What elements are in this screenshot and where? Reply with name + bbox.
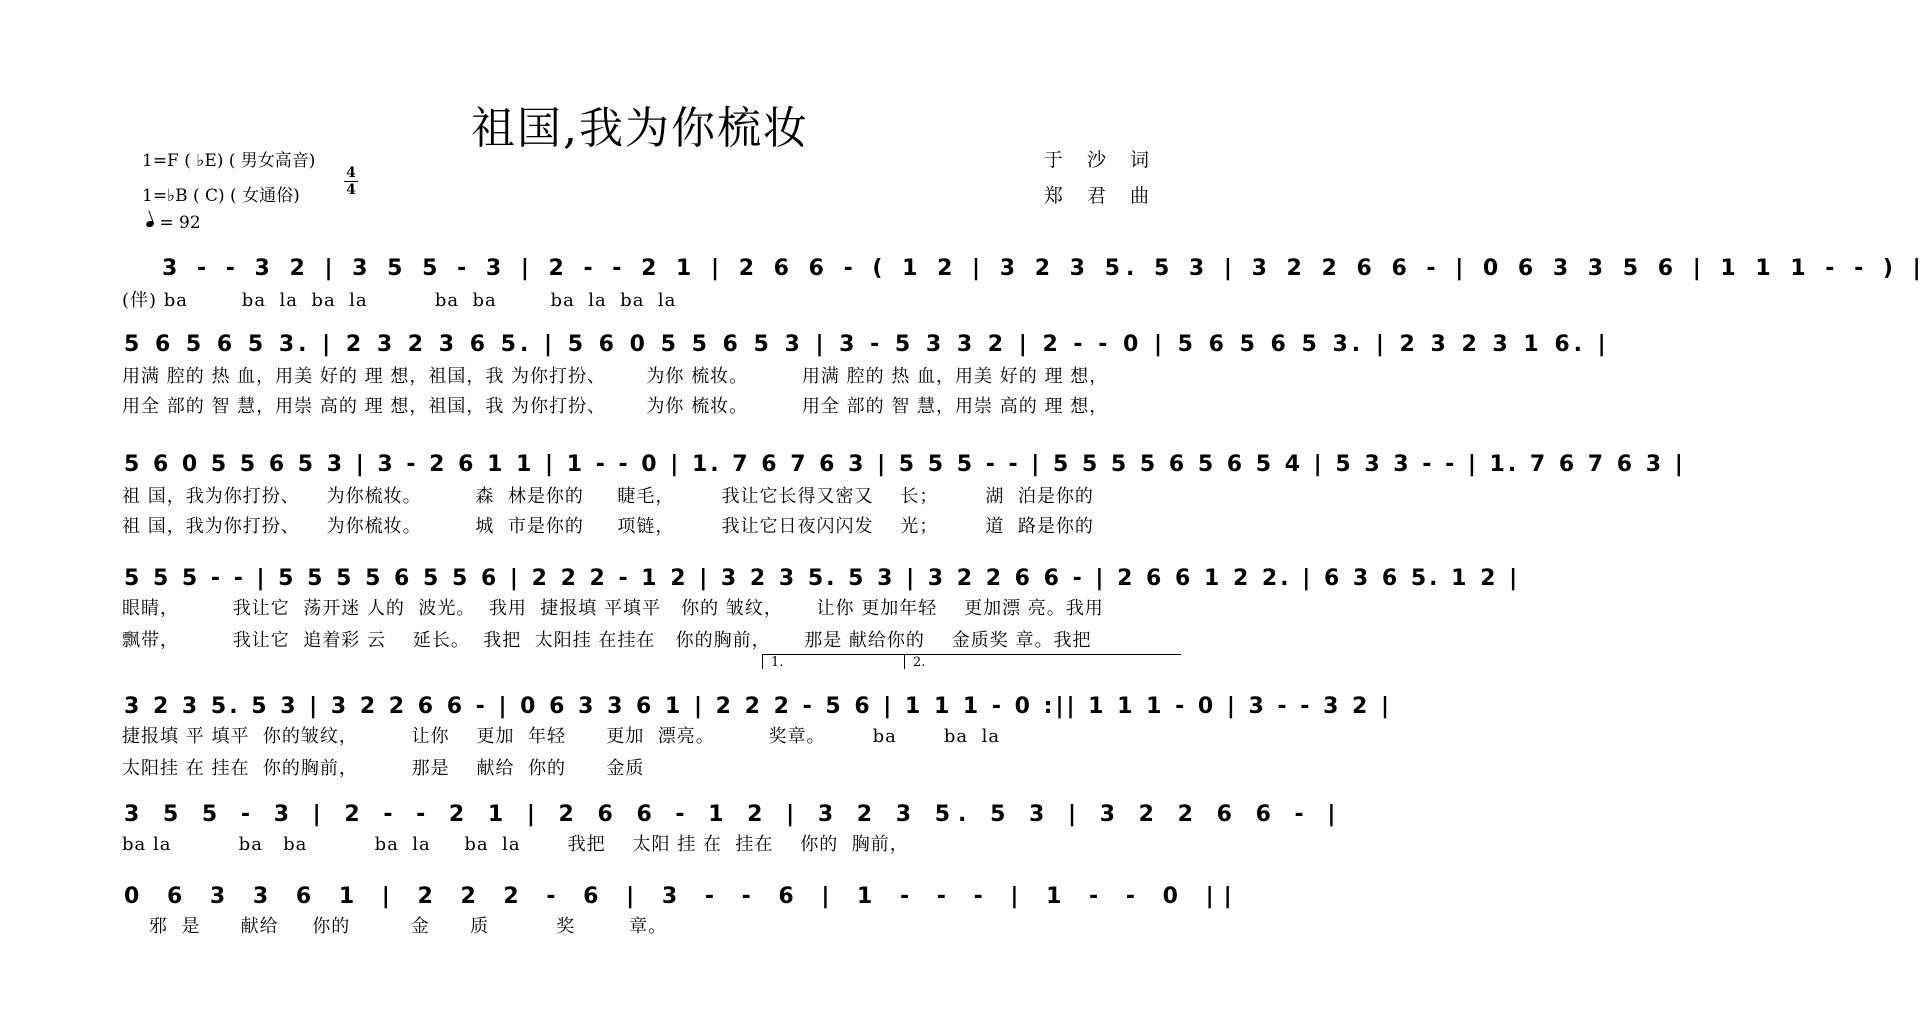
notation-row	[122, 310, 1610, 370]
lyrics-row: 邪 是 献给 你的 金 质 奖 章。	[122, 916, 668, 937]
lyricist-credit: 于 沙 词	[1043, 149, 1158, 171]
score-line-7	[122, 862, 1242, 980]
time-signature	[344, 166, 358, 197]
lyrics-row-2: 祖 国，我为你打扮、 为你梳妆。 城 市是你的 项链， 我让它日夜闪闪发 光； 道 路是你的	[122, 516, 1094, 537]
lyrics-row-2: 用全 部的 智 慧，用崇 高的 理 想，祖国，我 为你打扮、 为你 梳妆。 用全 部的 智 慧，用崇 高的 理 想，	[122, 396, 1109, 417]
volta-bracket-1	[762, 654, 909, 669]
score-line-5	[122, 655, 1393, 790]
notes: 5 6 0 5 5 6 5 3 | 3 - 2 6 1 1 | 1 - - 0 | 1. 7 6 7 6 3 | 5 5 5 - - | 5 5 5 5 6 5 6 5 4 | 5 3 3 - - | 1. 7 6 7 6 3 |	[124, 452, 1686, 477]
lyrics-row-2: 太阳挂 在 挂在 你的胸前， 那是 献给 你的 金质	[122, 758, 645, 779]
notation-row	[122, 430, 1686, 490]
lyrics-row: ba la ba ba ba la ba la 我把 太阳 挂 在 挂在 你的 胸前，	[122, 834, 909, 855]
notes: 3 2 3 5. 5 3 | 3 2 2 6 6 - | 0 6 3 3 6 1 | 2 2 2 - 5 6 | 1 1 1 - 0 :|| 1 1 1 - 0 | 3 - - 3 2 |	[124, 694, 1393, 719]
key-signature-line-1: 1=F ( ♭E) ( 男女高音)	[142, 151, 316, 171]
key-signature-line-2: 1=♭B ( C) ( 女通俗)	[142, 186, 300, 206]
notes: 3 5 5 - 3 | 2 - - 2 1 | 2 6 6 - 1 2 | 3 2 3 5. 5 3 | 3 2 2 6 6 - |	[124, 802, 1344, 827]
volta-label-2: 2.	[913, 655, 926, 670]
song-title: 祖国,我为你梳妆	[471, 103, 809, 154]
lyrics-row-1: 用满 腔的 热 血，用美 好的 理 想，祖国，我 为你打扮、 为你 梳妆。 用满 腔的 热 血，用美 好的 理 想，	[122, 366, 1109, 387]
tempo-marking	[146, 213, 201, 233]
quarter-note-icon	[145, 220, 155, 228]
notation-row	[122, 234, 1927, 294]
lyrics-row-1: 眼睛， 我让它 荡开迷 人的 波光。 我用 捷报填 平填平 你的 皱纹， 让你 更加年轻 更加漂 亮。我用	[122, 598, 1104, 619]
lyrics-row-2: 飘带， 我让它 追着彩 云 延长。 我把 太阳挂 在挂在 你的胸前， 那是 献给你的 金质奖 章。我把	[122, 630, 1092, 651]
time-signature-top: 4	[346, 165, 356, 181]
score-line-2	[122, 310, 1610, 428]
notes: 5 6 5 6 5 3. | 2 3 2 3 6 5. | 5 6 0 5 5 6 5 3 | 3 - 5 3 3 2 | 2 - - 0 | 5 6 5 6 5 3. | 2 3 2 3 1 6. |	[124, 332, 1610, 357]
tempo-value: = 92	[159, 213, 201, 233]
score-line-4	[122, 544, 1521, 662]
notes: 5 5 5 - - | 5 5 5 5 6 5 5 6 | 2 2 2 - 1 2 | 3 2 3 5. 5 3 | 3 2 2 6 6 - | 2 6 6 1 2 2. | 6 3 6 5. 1 2 |	[124, 566, 1521, 591]
lyrics-row-1: 祖 国，我为你打扮、 为你梳妆。 森 林是你的 睫毛， 我让它长得又密又 长； 湖 泊是你的	[122, 486, 1094, 507]
composer-credit: 郑 君 曲	[1043, 185, 1158, 207]
volta-label-1: 1.	[771, 655, 784, 670]
lyrics-row-1: 捷报填 平 填平 你的皱纹， 让你 更加 年轻 更加 漂亮。 奖章。 ba ba la	[122, 726, 1001, 747]
lyrics-row: (伴) ba ba la ba la ba ba ba la ba la	[122, 290, 677, 311]
volta-bracket-2	[904, 654, 1181, 669]
notes: 3 - - 3 2 | 3 5 5 - 3 | 2 - - 2 1 | 2 6 6 - ( 1 2 | 3 2 3 5. 5 3 | 3 2 2 6 6 - | 0 6 3 3 5 6 | 1 1 1 - - ) |	[162, 256, 1927, 281]
time-signature-bottom: 4	[346, 182, 356, 198]
score-line-3	[122, 430, 1686, 548]
notes: 0 6 3 3 6 1 | 2 2 2 - 6 | 3 - - 6 | 1 - - - | 1 - - 0 ||	[124, 884, 1242, 909]
